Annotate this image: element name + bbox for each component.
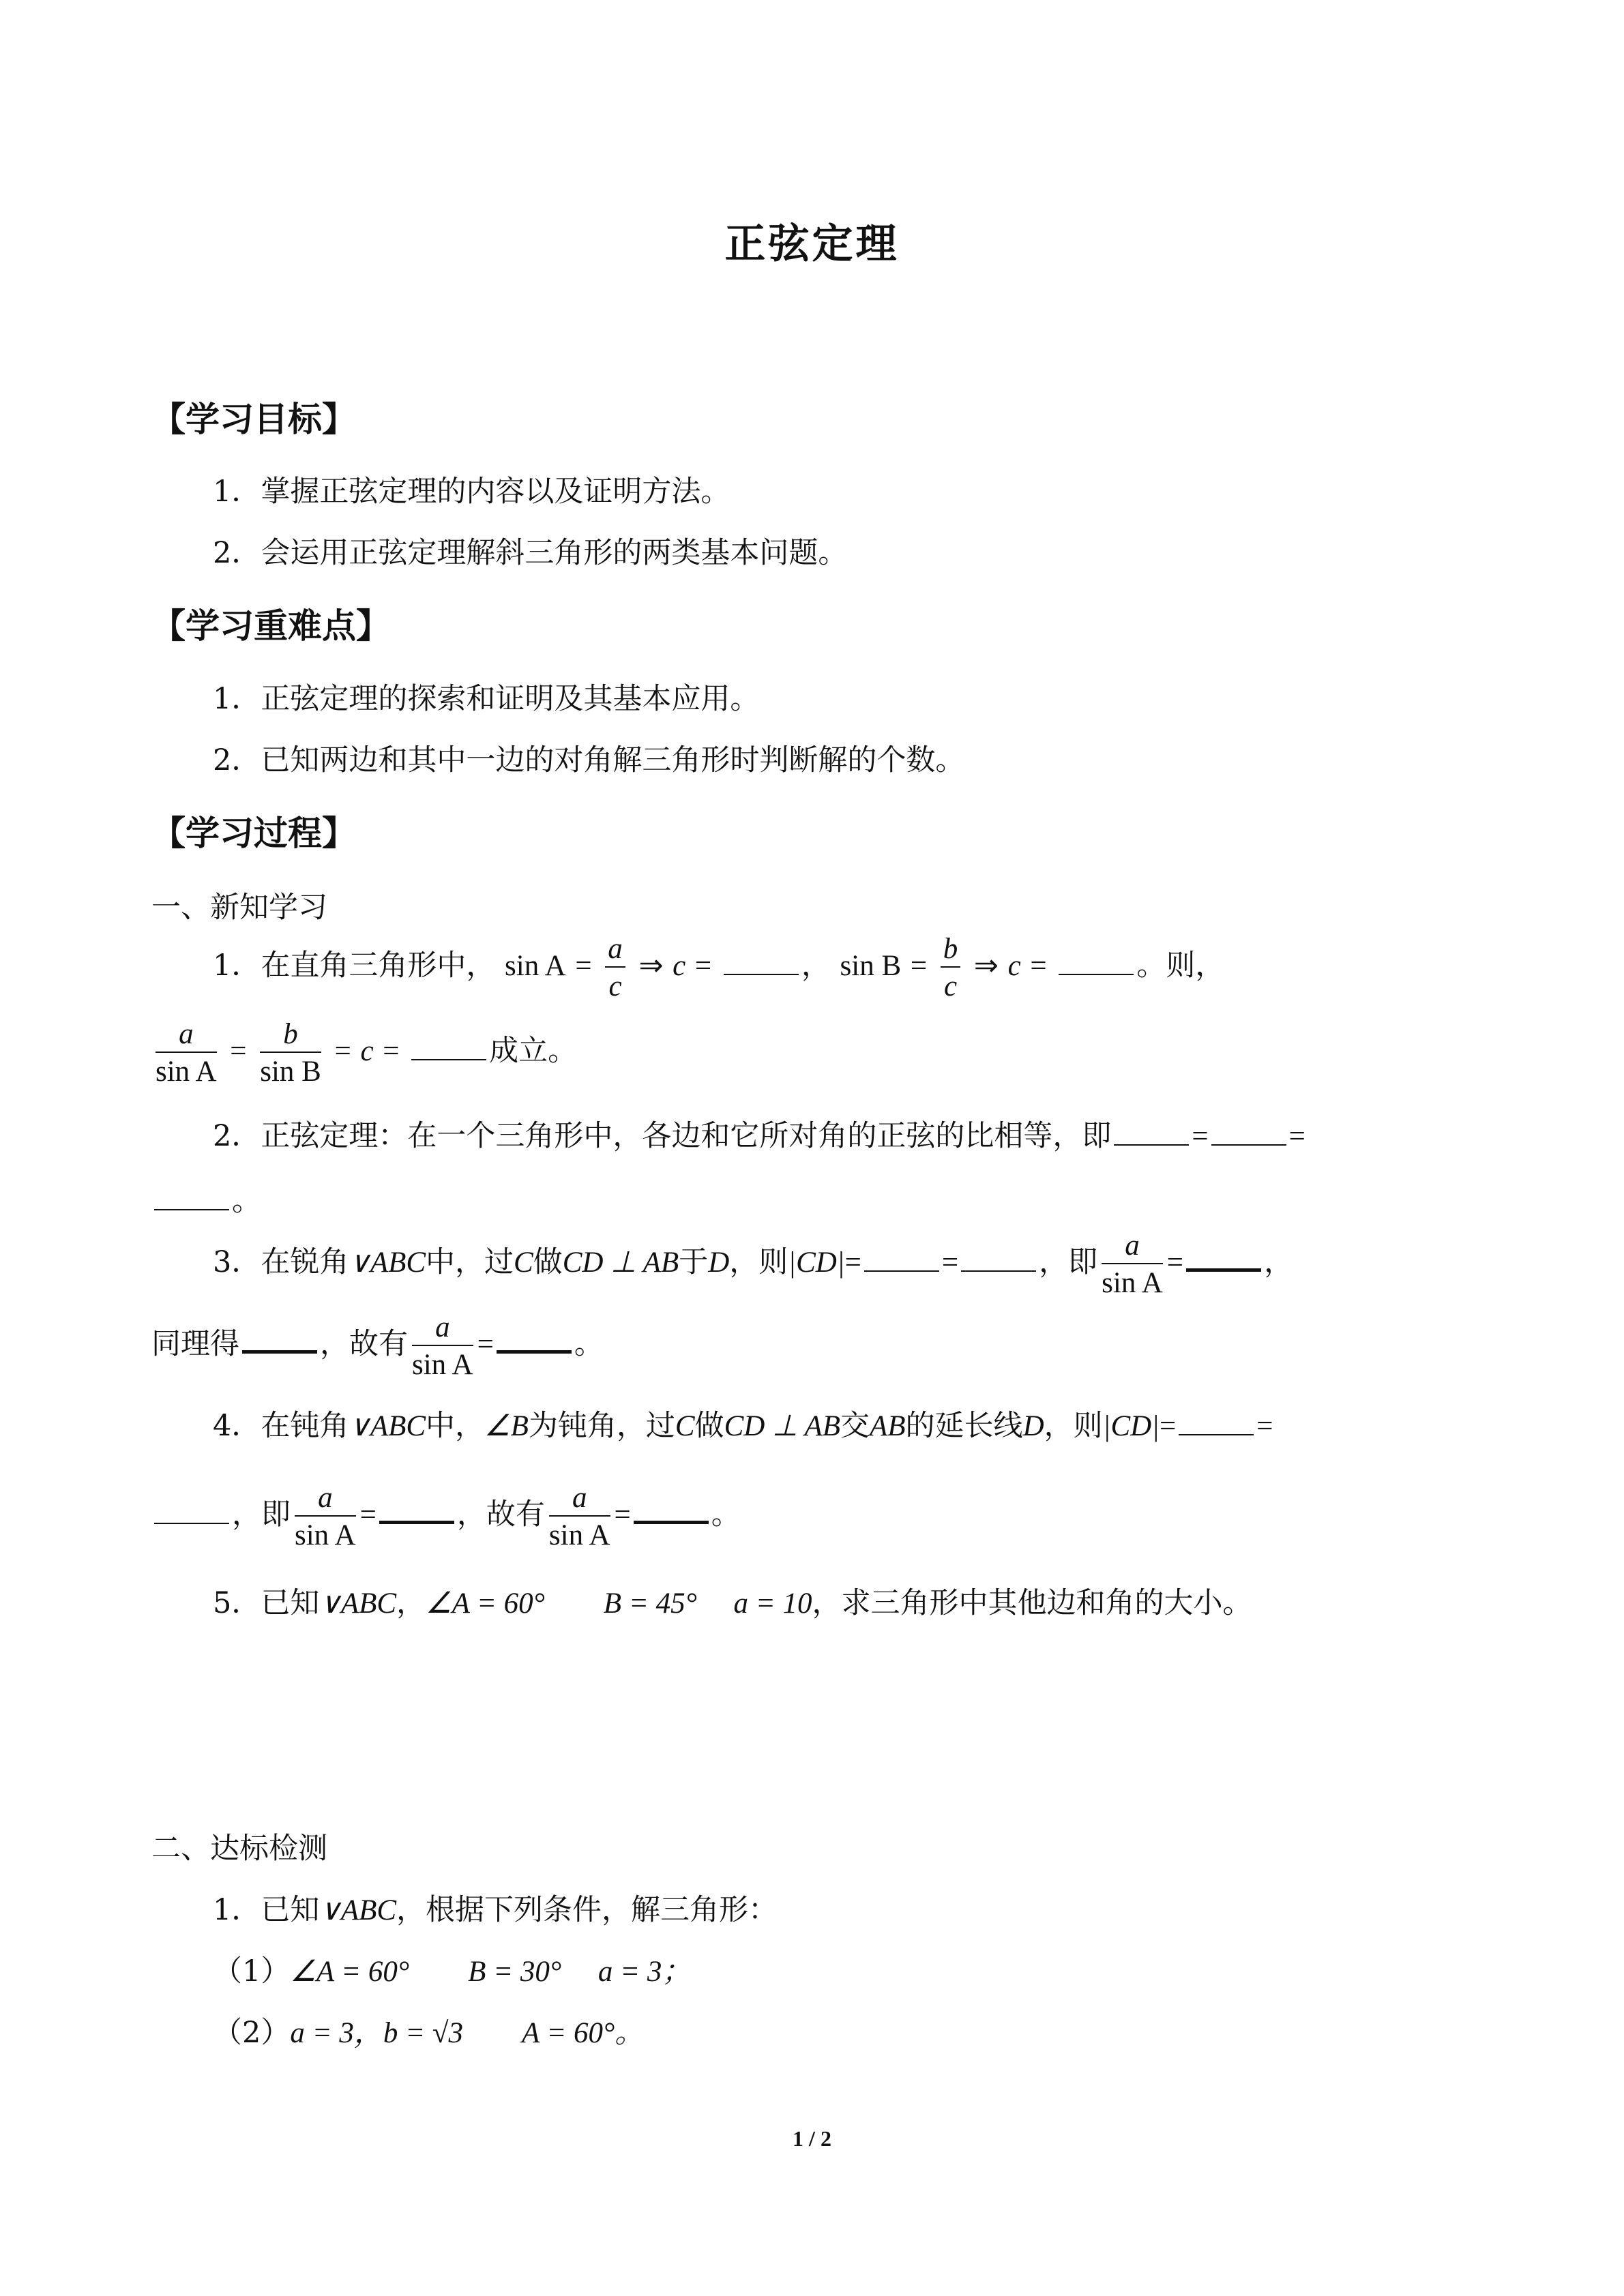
- fraction-b-over-sinB: [260, 1019, 321, 1086]
- denominator: sin A: [412, 1349, 473, 1381]
- question-1-line-1: 1．在直角三角形中， sin A = $\frac{a}{c}$ ⇒ c = ， sin B = $\frac{b}{c}$ ⇒ c = 。则，: [213, 933, 1225, 1002]
- key-point-item-2: 2．已知两边和其中一边的对角解三角形时判断解的个数。: [213, 743, 965, 777]
- numerator: b: [260, 1019, 321, 1053]
- sinA: sin A: [505, 950, 566, 982]
- part1-title: 一、新知学习: [151, 891, 327, 925]
- answer-blank[interactable]: [1211, 1144, 1286, 1146]
- eq: =: [1256, 1410, 1273, 1442]
- answer-blank[interactable]: [1179, 1433, 1254, 1435]
- q3-text: ，即: [1039, 1245, 1098, 1279]
- implies: ⇒: [638, 950, 664, 982]
- q5-text: ，求三角形中其他边和角的大小。: [812, 1586, 1252, 1620]
- answer-blank[interactable]: [411, 1058, 486, 1060]
- goal-item-2: 2．会运用正弦定理解斜三角形的两类基本问题。: [213, 536, 848, 570]
- numerator: a: [156, 1019, 217, 1053]
- answer-blank[interactable]: [1186, 1268, 1261, 1272]
- t1-text: ，根据下列条件，解三角形：: [396, 1893, 778, 1927]
- var-c: c: [1007, 950, 1021, 982]
- segment-ab: AB: [870, 1410, 906, 1442]
- eq: =: [694, 950, 712, 982]
- point-c: C: [514, 1247, 533, 1279]
- eq: =: [477, 1328, 494, 1360]
- q5-text: 5．已知: [213, 1586, 320, 1620]
- q4-text: 的延长线: [905, 1409, 1023, 1443]
- q1-end: 成立。: [489, 1034, 578, 1068]
- implies: ⇒: [973, 950, 999, 982]
- var-c: c: [673, 950, 686, 982]
- case-label: （1）: [213, 1954, 291, 1988]
- section-heading-goals: 【学习目标】: [151, 400, 356, 439]
- answer-blank[interactable]: [634, 1520, 709, 1524]
- eq: =: [359, 1499, 377, 1531]
- denominator: sin A: [295, 1519, 356, 1551]
- point-d: D: [708, 1247, 730, 1279]
- triangle-abc: ∨ABC: [319, 1587, 397, 1620]
- answer-blank[interactable]: [242, 1350, 317, 1354]
- q3-end: 。: [574, 1327, 604, 1361]
- eq: =: [383, 1035, 400, 1067]
- section-heading-process: 【学习过程】: [151, 814, 356, 853]
- denominator: sin A: [156, 1056, 217, 1088]
- point-d: D: [1022, 1410, 1044, 1442]
- test-1: [213, 1893, 778, 1927]
- eq: =: [1288, 1120, 1305, 1152]
- abs-cd: |CD|: [788, 1247, 845, 1279]
- eq: =: [575, 950, 592, 982]
- q3-text: 做: [533, 1245, 563, 1279]
- fraction-a-over-sinA: [412, 1313, 473, 1380]
- triangle-abc: ∨ABC: [319, 1894, 397, 1926]
- eq: =: [1030, 950, 1047, 982]
- numerator: a: [1102, 1231, 1163, 1264]
- answer-blank[interactable]: [154, 1522, 229, 1524]
- q5-conditions: ∠A = 60° B = 45° a = 10: [426, 1587, 812, 1620]
- q4-text: ，则: [1044, 1409, 1103, 1443]
- q4-text: 4．在钝角: [213, 1409, 349, 1443]
- question-2-line-1: [213, 1119, 1305, 1153]
- q4-text: 交: [840, 1409, 870, 1443]
- triangle-abc: ∨ABC: [349, 1247, 426, 1279]
- eq: =: [1166, 1247, 1184, 1279]
- eq: =: [334, 1035, 351, 1067]
- eq: =: [844, 1247, 861, 1279]
- q3-text: 3．在锐角: [213, 1245, 349, 1279]
- angle-b: ∠B: [484, 1410, 529, 1442]
- answer-blank[interactable]: [864, 1270, 939, 1272]
- eq: =: [230, 1035, 247, 1067]
- q3-text: 中，过: [426, 1245, 514, 1279]
- eq: =: [614, 1499, 631, 1531]
- q4-text: ，即: [232, 1497, 291, 1532]
- denominator: sin A: [548, 1519, 610, 1551]
- q2-end: 。: [232, 1184, 261, 1218]
- cd-perp-ab: CD ⊥ AB: [562, 1247, 679, 1279]
- fraction-a-over-sinA: [156, 1019, 217, 1086]
- fraction-a-over-c: [605, 934, 625, 1001]
- denominator: sin A: [1102, 1267, 1163, 1299]
- q3-text: ，则: [729, 1245, 788, 1279]
- part2-title: 二、达标检测: [151, 1832, 327, 1866]
- q4-end: 。: [711, 1497, 741, 1532]
- cd-perp-ab: CD ⊥ AB: [724, 1410, 841, 1442]
- question-4-line-1: [213, 1409, 1273, 1443]
- q3-text: 于: [679, 1245, 709, 1279]
- eq: =: [941, 1247, 959, 1279]
- q3-text: ，故有: [320, 1327, 408, 1361]
- numerator: a: [412, 1313, 473, 1346]
- q4-text: 中，: [426, 1409, 485, 1443]
- goal-item-1: 1．掌握正弦定理的内容以及证明方法。: [213, 475, 730, 509]
- eq: =: [1160, 1410, 1177, 1442]
- point-c: C: [675, 1410, 695, 1442]
- numerator: a: [605, 934, 625, 968]
- fraction-a-over-sinA: [549, 1483, 610, 1550]
- q4-text: ，故有: [456, 1497, 545, 1532]
- numerator: b: [941, 934, 961, 968]
- q2-text: 2．正弦定理：在一个三角形中，各边和它所对角的正弦的比相等，即: [213, 1119, 1112, 1153]
- question-2-line-2: [151, 1184, 261, 1218]
- case-1-conditions: ∠A = 60° B = 30° a = 3；: [290, 1956, 692, 1988]
- answer-blank[interactable]: [379, 1520, 454, 1524]
- eq: =: [910, 950, 928, 982]
- question-5: 5．已知∨ABC，∠A = 60° B = 45° a = 10，求三角形中其他边和角的大小。: [213, 1586, 1252, 1620]
- sinB: sin B: [840, 950, 902, 982]
- test-1-case-1: [213, 1954, 692, 1988]
- numerator: a: [295, 1483, 356, 1517]
- page-title: 正弦定理: [724, 220, 900, 268]
- answer-blank[interactable]: [1114, 1144, 1189, 1146]
- eq: =: [1192, 1120, 1209, 1152]
- t1-text: 1．已知: [213, 1893, 320, 1927]
- fraction-a-over-sinA: [1102, 1231, 1163, 1298]
- test-1-case-2: [213, 2018, 644, 2048]
- key-point-item-1: 1．正弦定理的探索和证明及其基本应用。: [213, 682, 760, 716]
- q3-text: 同理得: [151, 1327, 239, 1361]
- case-label: （2）: [213, 2016, 291, 2050]
- question-3-line-2: [151, 1313, 604, 1380]
- answer-blank[interactable]: [154, 1208, 229, 1210]
- numerator: a: [549, 1483, 610, 1517]
- page-number: 1 / 2: [793, 2126, 831, 2151]
- case-2-conditions: a = 3，b = √3 A = 60°。: [290, 2017, 645, 2049]
- question-3-line-1: 3．在锐角∨ABC中，过C做CD ⊥ AB于D，则|CD|= = ，即 $\frac{a}{\text{sin A}}$ = ，: [213, 1229, 1294, 1299]
- q4-text: 为钝角，过: [528, 1409, 675, 1443]
- q4-text: 做: [694, 1409, 724, 1443]
- abs-cd: |CD|: [1102, 1410, 1160, 1442]
- triangle-abc: ∨ABC: [349, 1410, 426, 1442]
- question-4-line-2: [151, 1483, 741, 1550]
- answer-blank[interactable]: [497, 1350, 572, 1354]
- answer-blank[interactable]: [961, 1270, 1036, 1272]
- q1-intro: 1．在直角三角形中，: [213, 949, 496, 983]
- q1-then: 。则，: [1136, 949, 1225, 983]
- fraction-b-over-c: [941, 934, 961, 1001]
- answer-blank[interactable]: [1059, 973, 1134, 975]
- section-heading-key-points: 【学习重难点】: [151, 606, 390, 646]
- denominator: c: [943, 970, 958, 1002]
- answer-blank[interactable]: [724, 973, 799, 975]
- var-c: c: [360, 1035, 374, 1067]
- fraction-a-over-sinA: [295, 1483, 356, 1550]
- denominator: c: [608, 970, 622, 1002]
- denominator: sin B: [260, 1056, 321, 1088]
- question-1-line-2: [151, 1019, 577, 1086]
